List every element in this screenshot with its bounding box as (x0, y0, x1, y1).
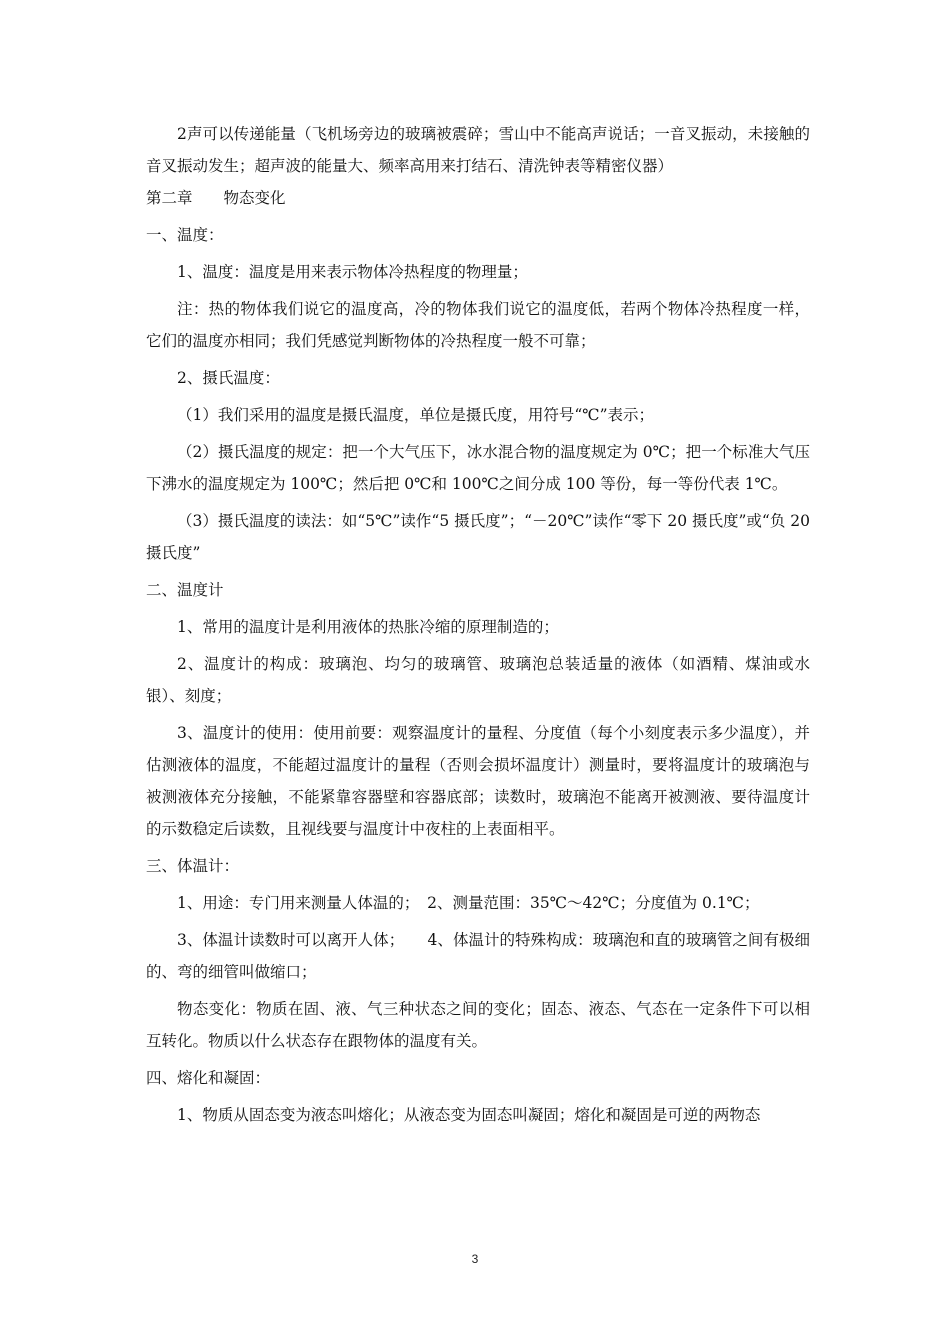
paragraph: （1）我们采用的温度是摄氏温度，单位是摄氏度，用符号“℃”表示； (177, 406, 655, 424)
paragraph: 1、物质从固态变为液态叫熔化；从液态变为固态叫凝固；熔化和凝固是可逆的两物态 (177, 1106, 761, 1124)
paragraph: 三、体温计： (146, 857, 240, 875)
paragraph: 一、温度： (146, 226, 224, 244)
paragraph: 二、温度计 (146, 581, 224, 599)
page-number: 3 (471, 1252, 479, 1266)
paragraph: 四、熔化和凝固： (146, 1069, 271, 1087)
paragraph: （2）摄氏温度的规定：把一个大气压下，冰水混合物的温度规定为 0℃；把一个标准大气压下沸水的温度规定为 100℃；然后把 0℃和 100℃之间分成 100 等份，每一等份代表 1℃。 (146, 443, 810, 493)
paragraph: 注：热的物体我们说它的温度高，冷的物体我们说它的温度低，若两个物体冷热程度一样，它们的温度亦相同；我们凭感觉判断物体的冷热程度一般不可靠； (146, 300, 810, 350)
paragraph: 2声可以传递能量（飞机场旁边的玻璃被震碎；雪山中不能高声说话；一音叉振动，未接触的音叉振动发生；超声波的能量大、频率高用来打结石、清洗钟表等精密仪器） (146, 125, 810, 175)
paragraph: 3、体温计读数时可以离开人体； 4、体温计的特殊构成：玻璃泡和直的玻璃管之间有极细的、弯的细管叫做缩口； (146, 931, 810, 981)
paragraph: 1、常用的温度计是利用液体的热胀冷缩的原理制造的； (177, 618, 559, 636)
paragraph: 1、用途：专门用来测量人体温的； 2、测量范围：35℃～42℃；分度值为 0.1℃； (177, 894, 760, 912)
document-body (146, 118, 810, 1136)
paragraph: 1、温度：温度是用来表示物体冷热程度的物理量； (177, 263, 528, 281)
paragraph: 物态变化：物质在固、液、气三种状态之间的变化；固态、液态、气态在一定条件下可以相互转化。物质以什么状态存在跟物体的温度有关。 (146, 1000, 810, 1050)
paragraph: 2、温度计的构成：玻璃泡、均匀的玻璃管、玻璃泡总装适量的液体（如酒精、煤油或水银）、刻度； (146, 655, 810, 705)
paragraph: （3）摄氏温度的读法：如“5℃”读作“5 摄氏度”；“－20℃”读作“零下 20 摄氏度”或“负 20 摄氏度” (146, 512, 810, 562)
paragraph: 2、摄氏温度： (177, 369, 280, 387)
paragraph: 3、温度计的使用：使用前要：观察温度计的量程、分度值（每个小刻度表示多少温度），并估测液体的温度，不能超过温度计的量程（否则会损坏温度计）测量时，要将温度计的玻璃泡与被测液体充分接触，不能紧靠容器壁和容器底部；读数时，玻璃泡不能离开被测液、要待温度计的示数稳定后读数，且视线要与温度计中夜柱的上表面相平。 (146, 724, 810, 838)
paragraph: 第二章 物态变化 (146, 189, 286, 207)
